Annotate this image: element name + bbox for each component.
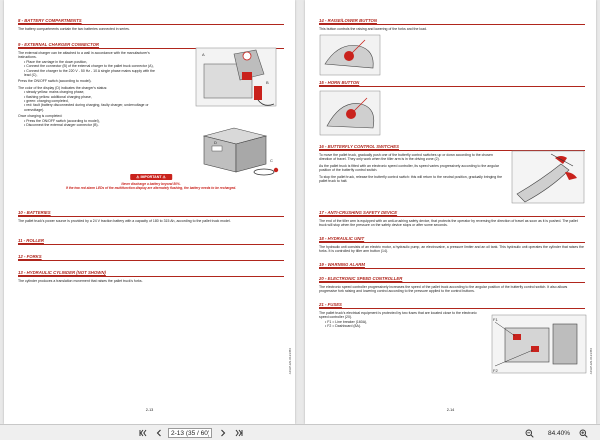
svg-text:C: C — [270, 158, 273, 163]
prev-page-icon[interactable] — [152, 425, 166, 440]
section-title: 19 - WARNING ALARM — [319, 262, 365, 267]
charger-connector-illustration — [194, 44, 284, 112]
next-page-icon[interactable] — [216, 425, 230, 440]
fuses-illustration — [491, 314, 587, 374]
charge-steps: • Place the carriage in the down position, • Connect the connector (B) of the external charger to the pallet truck connector (A), • Connect the charger to the 220 V - 50 Hz - 10 A single phase mains supply with the lead (C), — [24, 60, 160, 78]
butterfly-switch-illustration — [511, 150, 585, 204]
section-title: 14 - RAISE/LOWER BUTTON — [319, 18, 377, 23]
svg-text:F1: F1 — [493, 317, 498, 322]
section-batteries — [18, 210, 284, 223]
horn-button-illustration — [319, 90, 381, 136]
section-title: 20 - ELECTRONIC SPEED CONTROLLER — [319, 276, 403, 281]
section-body: The pallet truck's electrical equipment is protected by two fuses that are located close to the electronic speed controller (20). — [319, 311, 477, 320]
page-number: 2-13 — [145, 408, 154, 412]
warning-text: Never discharge a battery beyond 80%. If the two red alarm LEDs of the multifunction display are alternately flashing, the battery needs to be recharged. — [65, 182, 237, 190]
section-body: The pallet truck's power source is provided by a 24 V traction battery with a capacity of 180 to 315 Ah, according to the pallet truck model. — [18, 219, 231, 223]
zoom-level-field[interactable] — [538, 428, 570, 438]
section-title: 15 - HORN BUTTON — [319, 80, 360, 85]
svg-text:B: B — [266, 80, 269, 85]
warning-triangle-icon: ⚠ — [136, 175, 140, 179]
section-title: 12 - FORKS — [18, 254, 42, 259]
important-warning — [18, 174, 284, 198]
section-body: The end of the tiller arm is equipped with an anti-crushing safety device, that protects the operator by reversing the direction of travel as soon as it is pushed. The pallet truck will stop when the pressure on the safety device stops or after some seconds. — [319, 219, 578, 228]
document-reference: ACHP-EN-0123456 — [288, 347, 292, 374]
last-page-icon[interactable] — [232, 425, 246, 440]
section-forks — [18, 254, 284, 261]
fuse-list: • F1 = Line breaker (160A), • F2 = Dashboard (8A). — [325, 320, 477, 329]
document-reference: ACHP-EN-0123456 — [589, 347, 593, 374]
section-title: 13 - HYDRAULIC CYLINDER (NOT SHOWN) — [18, 270, 106, 275]
section-horn-button — [319, 80, 585, 87]
section-body: The external charger can be attached to a wall in accordance with the manufacturer's instructions. — [18, 51, 150, 60]
section-butterfly-switches: 16 - BUTTERFLY CONTROL SWITCHES To move the pallet truck, gradually push one of the butterfly control switches up or down according to the chosen direction of travel. They only work when the tiller arm is in the driving zone (2). As the pallet truck is fitted with an electronic speed controller, its speed varies progressively according to the angular position of the butterfly control switch. To stop the pallet truck, release the butterfly control switch: this will return to the neutral position, gradually bringing the pallet truck to halt. — [319, 144, 585, 183]
charger-box-illustration — [194, 122, 284, 178]
section-hydraulic-cylinder — [18, 270, 284, 283]
zoom-in-icon[interactable] — [576, 425, 590, 440]
section-raise-lower-button — [319, 18, 585, 31]
section-title: 11 - ROLLER — [18, 238, 44, 243]
completion-steps: • Press the ON/OFF switch (according to model), • Disconnect the external charger connector (B). — [24, 119, 160, 128]
section-body: This button controls the raising and lowering of the forks and the load. — [319, 27, 427, 31]
page-number: 2-14 — [446, 408, 455, 412]
section-external-charger: 9 - EXTERNAL CHARGER CONNECTOR The external charger can be attached to a wall in accordance with the manufacturer's instructions. • Place the carriage in the down position, • Connect the connector (B) of the external charger to the pallet truck connector (A), • Connect the charger to the 220 V - 50 Hz - 10 A single phase mains supply with the lead (C), Press the ON/OFF switch (according to model). The color of the display (D) indicates the charger's status: • steady yellow: mains charging phase, • flashing yellow: additional charging phase, • green: charging completed, • red: fault (battery disconnected during charging, faulty charger, undervoltage or overvoltage). Once charging is completed: • Press the ON/OFF switch (according to model), • Disconnect the external charger connector (B). — [18, 42, 284, 128]
page-number-field[interactable] — [168, 428, 212, 438]
raise-lower-button-illustration — [319, 34, 381, 76]
important-badge: ⚠ IMPORTANT ⚠ — [130, 174, 172, 180]
right-page — [305, 0, 596, 424]
section-title: 16 - BUTTERFLY CONTROL SWITCHES — [319, 144, 399, 149]
section-battery-compartments — [18, 18, 284, 31]
section-anti-crushing — [319, 210, 585, 228]
section-body: To move the pallet truck, gradually push one of the butterfly control switches up or down according to the chosen direction of travel. They only work when the tiller arm is in the driving zone (2). — [319, 153, 493, 162]
section-title: 21 - FUSES — [319, 302, 342, 307]
svg-text:A: A — [202, 52, 205, 57]
svg-text:D: D — [214, 140, 217, 145]
zoom-out-icon[interactable] — [522, 425, 536, 440]
pdf-navigation-toolbar — [0, 424, 600, 440]
section-body: The cylinder produces a translation movement that raises the pallet truck's forks. — [18, 279, 143, 283]
section-title: 9 - EXTERNAL CHARGER CONNECTOR — [18, 42, 100, 47]
section-hydraulic-unit — [319, 236, 585, 254]
section-title: 17 - ANTI-CRUSHING SAFETY DEVICE — [319, 210, 398, 215]
section-body: The battery compartments contain the two batteries connected in series. — [18, 27, 130, 31]
section-title: 18 - HYDRAULIC UNIT — [319, 236, 365, 241]
section-body: The hydraulic unit consists of an electric motor, a hydraulic pump, an electrovalve, a pressure limiter and an oil tank. This hydraulic unit operates the cylinder that raises the forks. It is controlled by tiller arm button (14). — [319, 245, 584, 254]
section-warning-alarm — [319, 262, 585, 269]
display-states: • steady yellow: mains charging phase, • flashing yellow: additional charging phase, • green: charging completed, • red: fault (battery disconnected during charging, faulty charger, undervoltage or overvoltage). — [24, 90, 160, 112]
section-speed-controller — [319, 276, 585, 294]
first-page-icon[interactable] — [136, 425, 150, 440]
section-title: 8 - BATTERY COMPARTMENTS — [18, 18, 82, 23]
section-roller — [18, 238, 284, 245]
warning-triangle-icon: ⚠ — [162, 175, 166, 179]
svg-text:F2: F2 — [493, 368, 498, 373]
section-body: The electronic speed controller progressively increases the speed of the pallet truck according to the angular position of the butterfly control switch. It also allows progressive fork raising and lowering control according to the pressure applied to the control buttons. — [319, 285, 568, 294]
left-page — [4, 0, 295, 424]
section-title: 10 - BATTERIES — [18, 210, 51, 215]
